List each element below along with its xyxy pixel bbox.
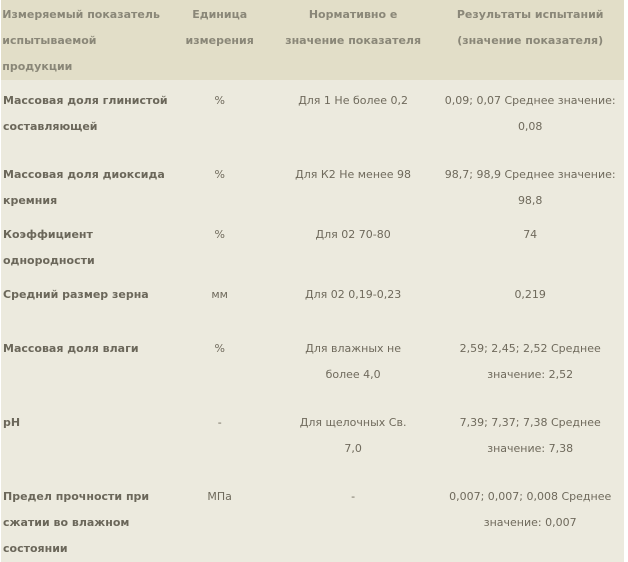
row-unit: мм	[170, 274, 270, 328]
table-row	[1, 328, 624, 402]
row-norm: Для щелочных Св. 7,0	[270, 402, 437, 476]
table-row	[1, 476, 624, 562]
row-unit: %	[170, 214, 270, 274]
row-result: 0,219	[436, 274, 624, 328]
row-name: Массовая доля диоксида кремния	[1, 154, 170, 214]
row-norm: Для К2 Не менее 98	[270, 154, 437, 214]
row-result: 74	[436, 214, 624, 274]
row-result: 2,59; 2,45; 2,52 Среднее значение: 2,52	[436, 328, 624, 402]
table-row	[1, 274, 624, 328]
row-unit: -	[170, 402, 270, 476]
row-norm: Для влажных не более 4,0	[270, 328, 437, 402]
row-result: 7,39; 7,37; 7,38 Среднее значение: 7,38	[436, 402, 624, 476]
row-unit: %	[170, 154, 270, 214]
row-result: 0,007; 0,007; 0,008 Среднее значение: 0,007	[436, 476, 624, 562]
table-body	[1, 80, 624, 562]
table-row	[1, 402, 624, 476]
row-norm: -	[270, 476, 437, 562]
row-name: Средний размер зерна	[1, 274, 170, 328]
table-row	[1, 154, 624, 214]
row-norm: Для 02 0,19-0,23	[270, 274, 437, 328]
header-result: Результаты испытаний (значение показателя)	[436, 0, 624, 80]
row-name: Коэффициент однородности	[1, 214, 170, 274]
row-name: Массовая доля глинистой составляющей	[1, 80, 170, 154]
table-row	[1, 80, 624, 154]
row-norm: Для 02 70-80	[270, 214, 437, 274]
test-results-table	[1, 0, 624, 562]
row-unit: %	[170, 80, 270, 154]
header-indicator: Измеряемый показатель испытываемой продукции	[1, 0, 170, 80]
header-unit: Единица измерения	[170, 0, 270, 80]
table-row	[1, 214, 624, 274]
row-name: Предел прочности при сжатии во влажном состоянии	[1, 476, 170, 562]
table-header	[1, 0, 624, 80]
row-result: 0,09; 0,07 Среднее значение: 0,08	[436, 80, 624, 154]
row-name: pH	[1, 402, 170, 476]
header-row	[1, 0, 624, 80]
row-name: Массовая доля влаги	[1, 328, 170, 402]
row-unit: %	[170, 328, 270, 402]
header-norm: Нормативно е значение показателя	[270, 0, 437, 80]
row-norm: Для 1 Не более 0,2	[270, 80, 437, 154]
row-unit: МПа	[170, 476, 270, 562]
row-result: 98,7; 98,9 Среднее значение: 98,8	[436, 154, 624, 214]
